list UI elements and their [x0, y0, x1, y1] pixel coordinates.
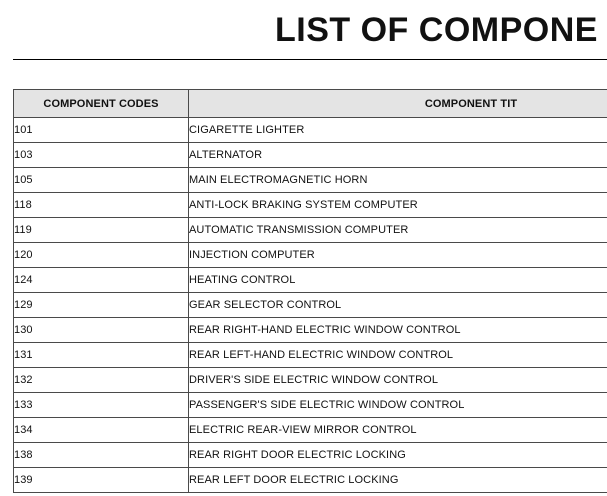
table-row [14, 168, 607, 193]
component-title-cell: PASSENGER'S SIDE ELECTRIC WINDOW CONTROL [189, 393, 607, 418]
component-title-cell: MAIN ELECTROMAGNETIC HORN [189, 168, 607, 193]
component-code-cell: 138 [14, 443, 189, 468]
table-row [14, 243, 607, 268]
component-title-cell: ALTERNATOR [189, 143, 607, 168]
component-code-cell: 134 [14, 418, 189, 443]
component-code-cell: 132 [14, 368, 189, 393]
component-title-cell: ANTI-LOCK BRAKING SYSTEM COMPUTER [189, 193, 607, 218]
component-title-cell: REAR RIGHT-HAND ELECTRIC WINDOW CONTROL [189, 318, 607, 343]
component-code-cell: 119 [14, 218, 189, 243]
component-code-cell: 124 [14, 268, 189, 293]
table-row [14, 368, 607, 393]
component-title-cell: INJECTION COMPUTER [189, 243, 607, 268]
table-row [14, 193, 607, 218]
component-code-cell: 120 [14, 243, 189, 268]
component-code-cell: 101 [14, 118, 189, 143]
title-divider [13, 59, 607, 60]
component-title-cell: REAR LEFT DOOR ELECTRIC LOCKING [189, 468, 607, 493]
component-code-cell: 130 [14, 318, 189, 343]
table-row [14, 468, 607, 493]
components-table [13, 89, 607, 493]
component-code-cell: 133 [14, 393, 189, 418]
component-code-cell: 139 [14, 468, 189, 493]
component-title-cell: ELECTRIC REAR-VIEW MIRROR CONTROL [189, 418, 607, 443]
component-code-cell: 129 [14, 293, 189, 318]
component-title-cell: CIGARETTE LIGHTER [189, 118, 607, 143]
table-row [14, 318, 607, 343]
table-row [14, 343, 607, 368]
table-row [14, 393, 607, 418]
component-title-cell: REAR LEFT-HAND ELECTRIC WINDOW CONTROL [189, 343, 607, 368]
page-title: LIST OF COMPONE [275, 11, 598, 49]
component-code-cell: 103 [14, 143, 189, 168]
component-title-cell: HEATING CONTROL [189, 268, 607, 293]
component-title-cell: GEAR SELECTOR CONTROL [189, 293, 607, 318]
table-row [14, 443, 607, 468]
header-component-title: COMPONENT TIT [189, 90, 607, 118]
component-code-cell: 105 [14, 168, 189, 193]
table-row [14, 293, 607, 318]
component-code-cell: 131 [14, 343, 189, 368]
table-row [14, 118, 607, 143]
table-header-row [14, 90, 607, 118]
header-component-codes: COMPONENT CODES [14, 90, 189, 118]
component-title-cell: DRIVER'S SIDE ELECTRIC WINDOW CONTROL [189, 368, 607, 393]
component-title-cell: REAR RIGHT DOOR ELECTRIC LOCKING [189, 443, 607, 468]
table-row [14, 143, 607, 168]
table-row [14, 268, 607, 293]
table-row [14, 218, 607, 243]
component-title-cell: AUTOMATIC TRANSMISSION COMPUTER [189, 218, 607, 243]
table-row [14, 418, 607, 443]
component-code-cell: 118 [14, 193, 189, 218]
